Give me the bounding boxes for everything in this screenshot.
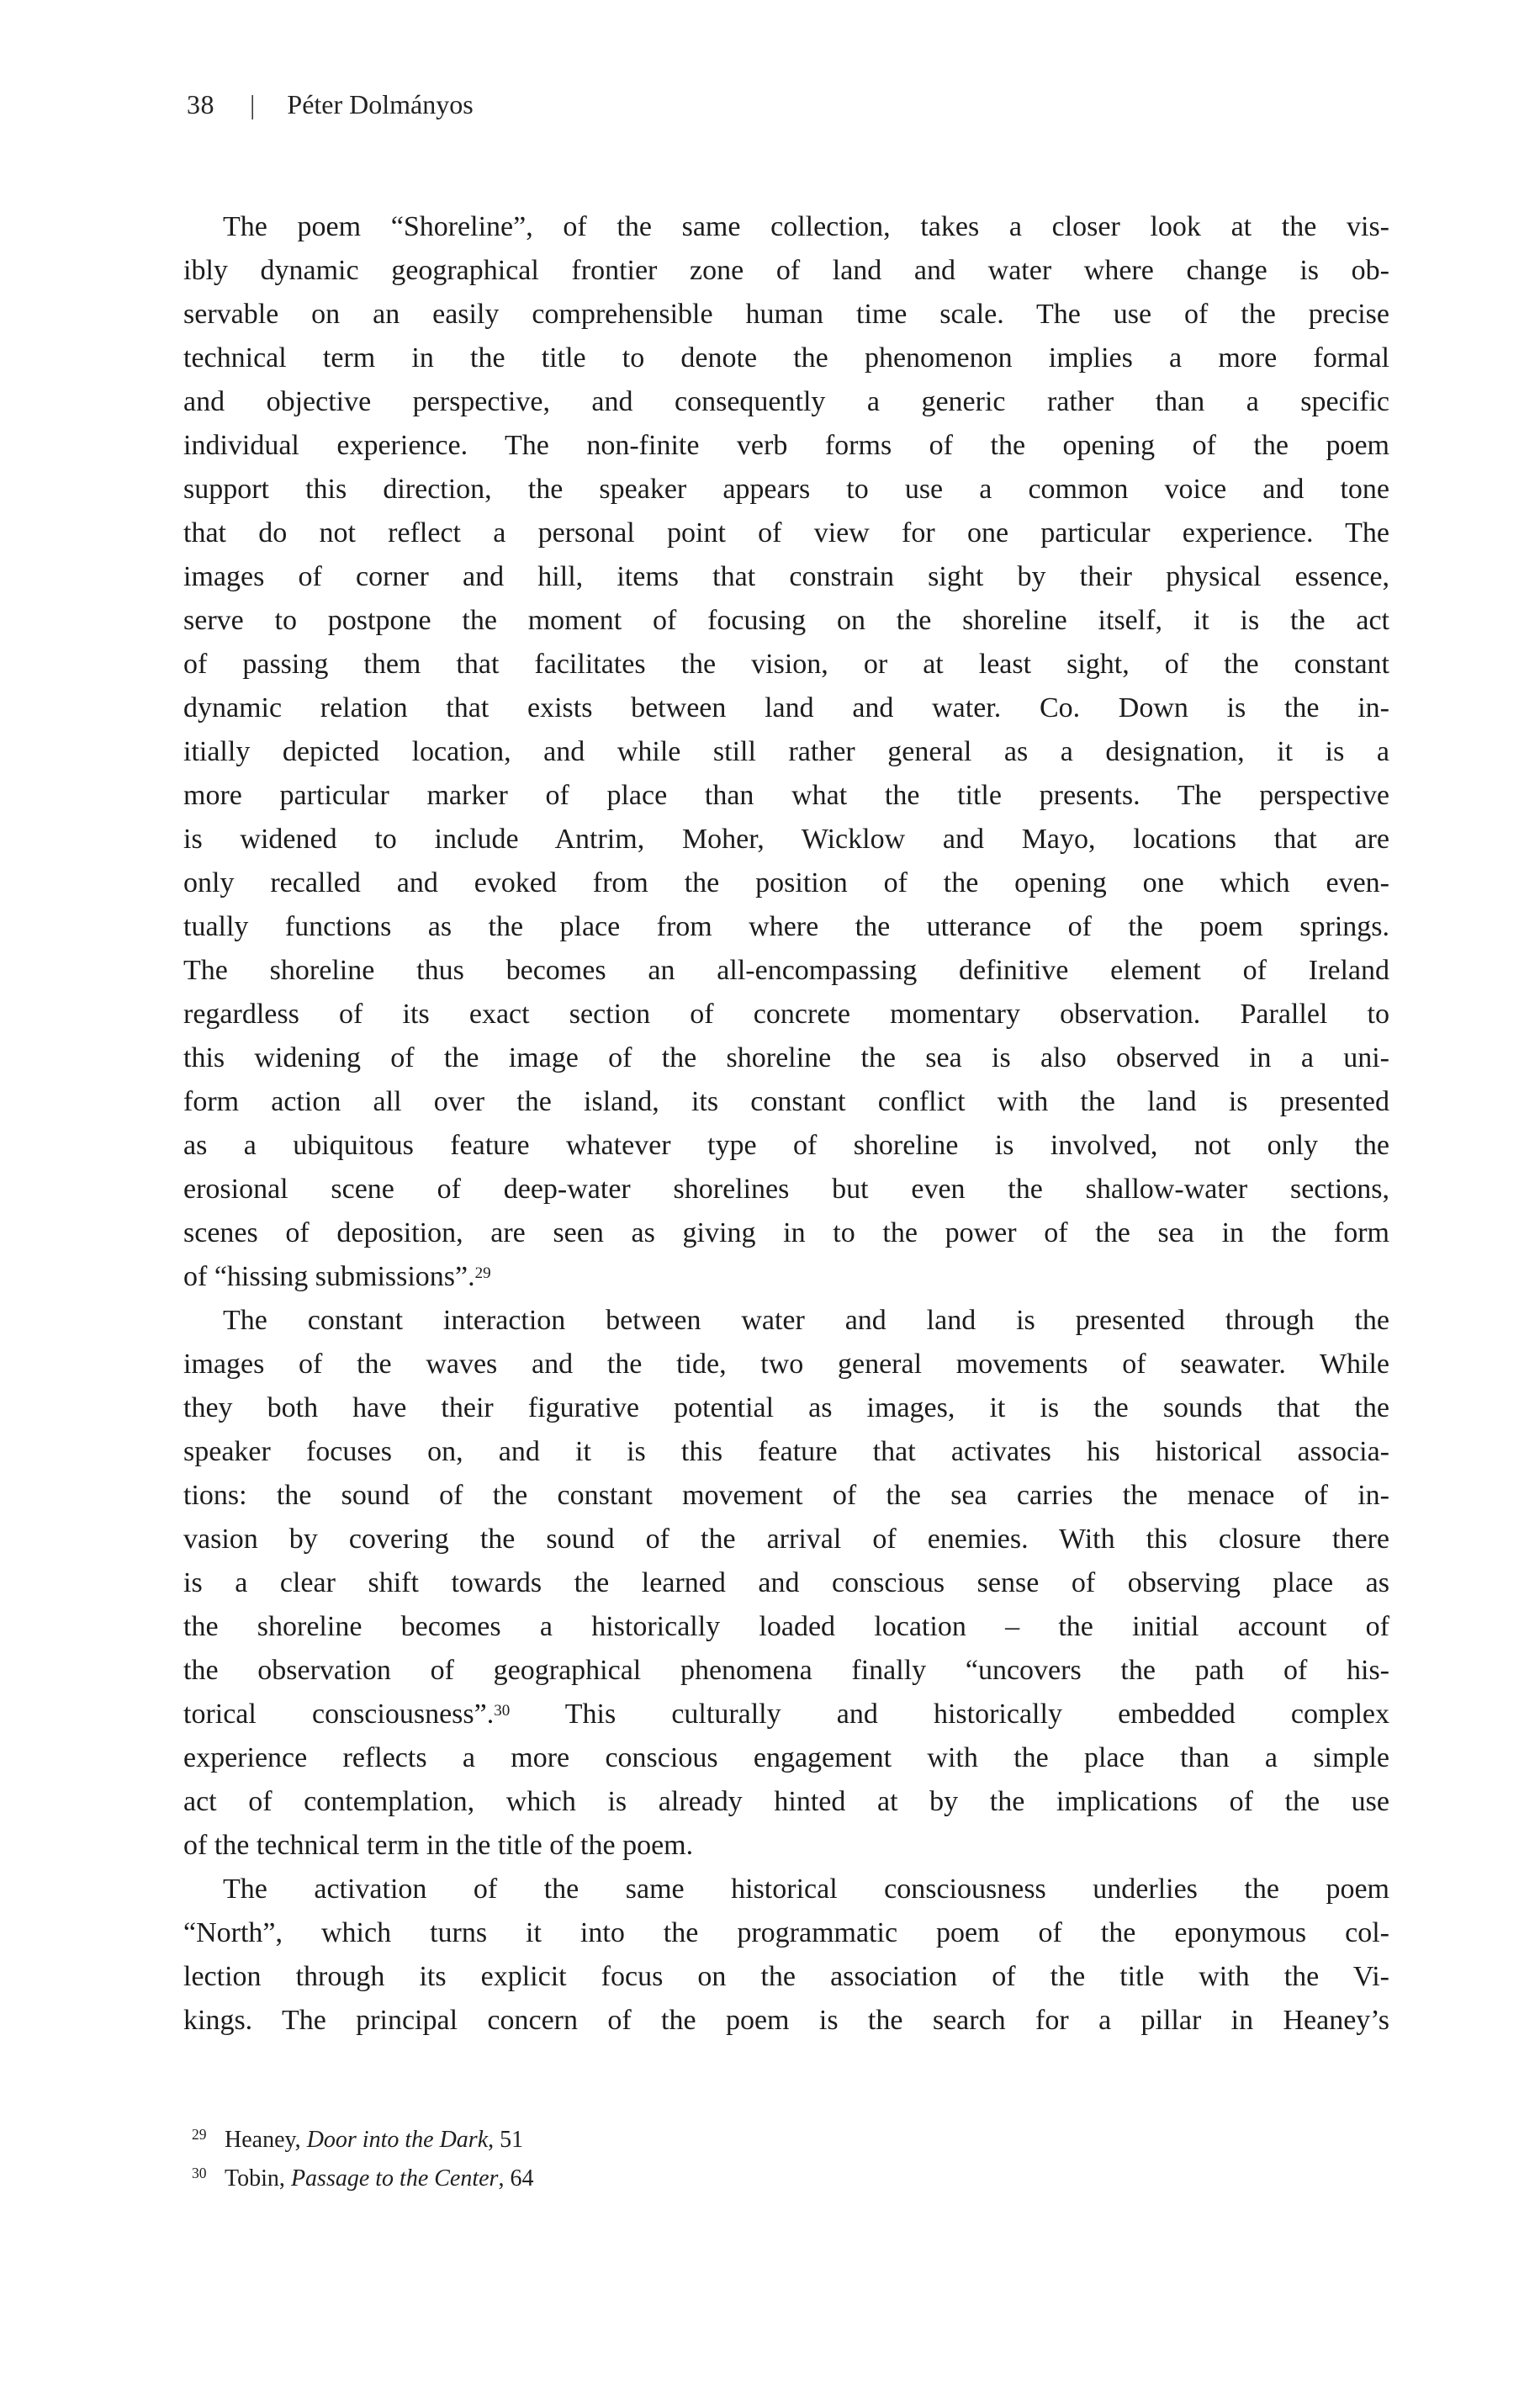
footnote-marker: 29 bbox=[192, 2126, 207, 2143]
text-line: The activation of the same historical consciousness underlies the poem bbox=[223, 1874, 1389, 1905]
footnotes bbox=[183, 2122, 1389, 2199]
footnote-ref: 30 bbox=[494, 1701, 511, 1720]
text-line: vasion by covering the sound of the arrival of enemies. With this closure there bbox=[183, 1524, 1389, 1555]
text-line: support this direction, the speaker appears to use a common voice and tone bbox=[183, 474, 1389, 505]
text-line: as a ubiquitous feature whatever type of shoreline is involved, not only the bbox=[183, 1130, 1389, 1161]
text-line: lection through its explicit focus on the association of the title with the Vi- bbox=[183, 1961, 1389, 1992]
text-line: more particular marker of place than what the title presents. The perspective bbox=[183, 780, 1389, 811]
text-line: tually functions as the place from where the utterance of the poem springs. bbox=[183, 911, 1389, 942]
footnote-item bbox=[183, 2160, 1389, 2199]
text-line: images of corner and hill, items that constrain sight by their physical essence, bbox=[183, 561, 1389, 592]
text-line: kings. The principal concern of the poem is the search for a pillar in Heaney’s bbox=[183, 2005, 1389, 2036]
footnote-item bbox=[183, 2122, 1389, 2160]
text-line: of the technical term in the title of the poem. bbox=[183, 1830, 694, 1861]
text-line: act of contemplation, which is already hinted at by the implications of the use bbox=[183, 1786, 1389, 1817]
running-header-author: Péter Dolmányos bbox=[287, 89, 474, 119]
header-separator: | bbox=[250, 89, 256, 119]
page-number: 38 bbox=[187, 89, 214, 119]
text-line: “North”, which turns it into the programmatic poem of the eponymous col- bbox=[183, 1917, 1389, 1948]
text-line: The poem “Shoreline”, of the same collection, takes a closer look at the vis- bbox=[223, 211, 1389, 242]
text-line: the observation of geographical phenomena finally “uncovers the path of his- bbox=[183, 1655, 1389, 1686]
text-line: The shoreline thus becomes an all-encompassing definitive element of Ireland bbox=[183, 955, 1389, 986]
text-line: of “hissing submissions”.$^{29}$ bbox=[183, 1261, 491, 1292]
text-line: ibly dynamic geographical frontier zone of land and water where change is ob- bbox=[183, 255, 1389, 286]
footnote-ref: 29 bbox=[474, 1264, 491, 1282]
text-line: dynamic relation that exists between land and water. Co. Down is the in- bbox=[183, 692, 1389, 723]
text-line: is a clear shift towards the learned and conscious sense of observing place as bbox=[183, 1567, 1389, 1598]
text-line: only recalled and evoked from the position of the opening one which even- bbox=[183, 867, 1389, 898]
text-line: of passing them that facilitates the vision, or at least sight, of the constant bbox=[183, 649, 1389, 680]
paragraph bbox=[183, 205, 1389, 1299]
text-line: this widening of the image of the shoreline the sea is also observed in a uni- bbox=[183, 1042, 1389, 1073]
paragraph bbox=[183, 1868, 1389, 2043]
text-line: servable on an easily comprehensible human time scale. The use of the precise bbox=[183, 299, 1389, 330]
text-line: tions: the sound of the constant movement of the sea carries the menace of in- bbox=[183, 1480, 1389, 1511]
text-line: serve to postpone the moment of focusing on the shoreline itself, it is the act bbox=[183, 605, 1389, 636]
running-header bbox=[187, 89, 474, 119]
footnote-text: Tobin, Passage to the Center, 64 bbox=[225, 2165, 534, 2192]
text-line: torical consciousness”.$^{30}$ This culturally and historically embedded complex bbox=[183, 1699, 1389, 1730]
text-line: itially depicted location, and while still rather general as a designation, it is a bbox=[183, 736, 1389, 767]
text-line: scenes of deposition, are seen as giving in to the power of the sea in the form bbox=[183, 1217, 1389, 1248]
text-line: images of the waves and the tide, two general movements of seawater. While bbox=[183, 1349, 1389, 1380]
text-line: they both have their figurative potential as images, it is the sounds that the bbox=[183, 1392, 1389, 1423]
text-line: and objective perspective, and consequently a generic rather than a specific bbox=[183, 386, 1389, 417]
text-line: individual experience. The non-finite verb forms of the opening of the poem bbox=[183, 430, 1389, 461]
text-line: erosional scene of deep-water shorelines but even the shallow-water sections, bbox=[183, 1174, 1389, 1205]
text-line: the shoreline becomes a historically loaded location – the initial account of bbox=[183, 1611, 1389, 1642]
text-line: regardless of its exact section of concrete momentary observation. Parallel to bbox=[183, 999, 1389, 1030]
body-text bbox=[183, 205, 1389, 2043]
footnote-marker: 30 bbox=[192, 2165, 207, 2181]
footnote-text: Heaney, Door into the Dark, 51 bbox=[225, 2127, 524, 2153]
book-title-italic: Passage to the Center bbox=[290, 2165, 499, 2192]
text-line: speaker focuses on, and it is this feature that activates his historical associa- bbox=[183, 1436, 1389, 1467]
text-line: that do not reflect a personal point of view for one particular experience. The bbox=[183, 517, 1389, 549]
book-title-italic: Door into the Dark bbox=[306, 2127, 489, 2153]
paragraph bbox=[183, 1299, 1389, 1868]
text-line: form action all over the island, its constant conflict with the land is presented bbox=[183, 1086, 1389, 1117]
text-line: experience reflects a more conscious engagement with the place than a simple bbox=[183, 1742, 1389, 1773]
text-line: technical term in the title to denote the phenomenon implies a more formal bbox=[183, 342, 1389, 374]
text-line: is widened to include Antrim, Moher, Wicklow and Mayo, locations that are bbox=[183, 824, 1389, 855]
text-line: The constant interaction between water and land is presented through the bbox=[223, 1305, 1389, 1336]
